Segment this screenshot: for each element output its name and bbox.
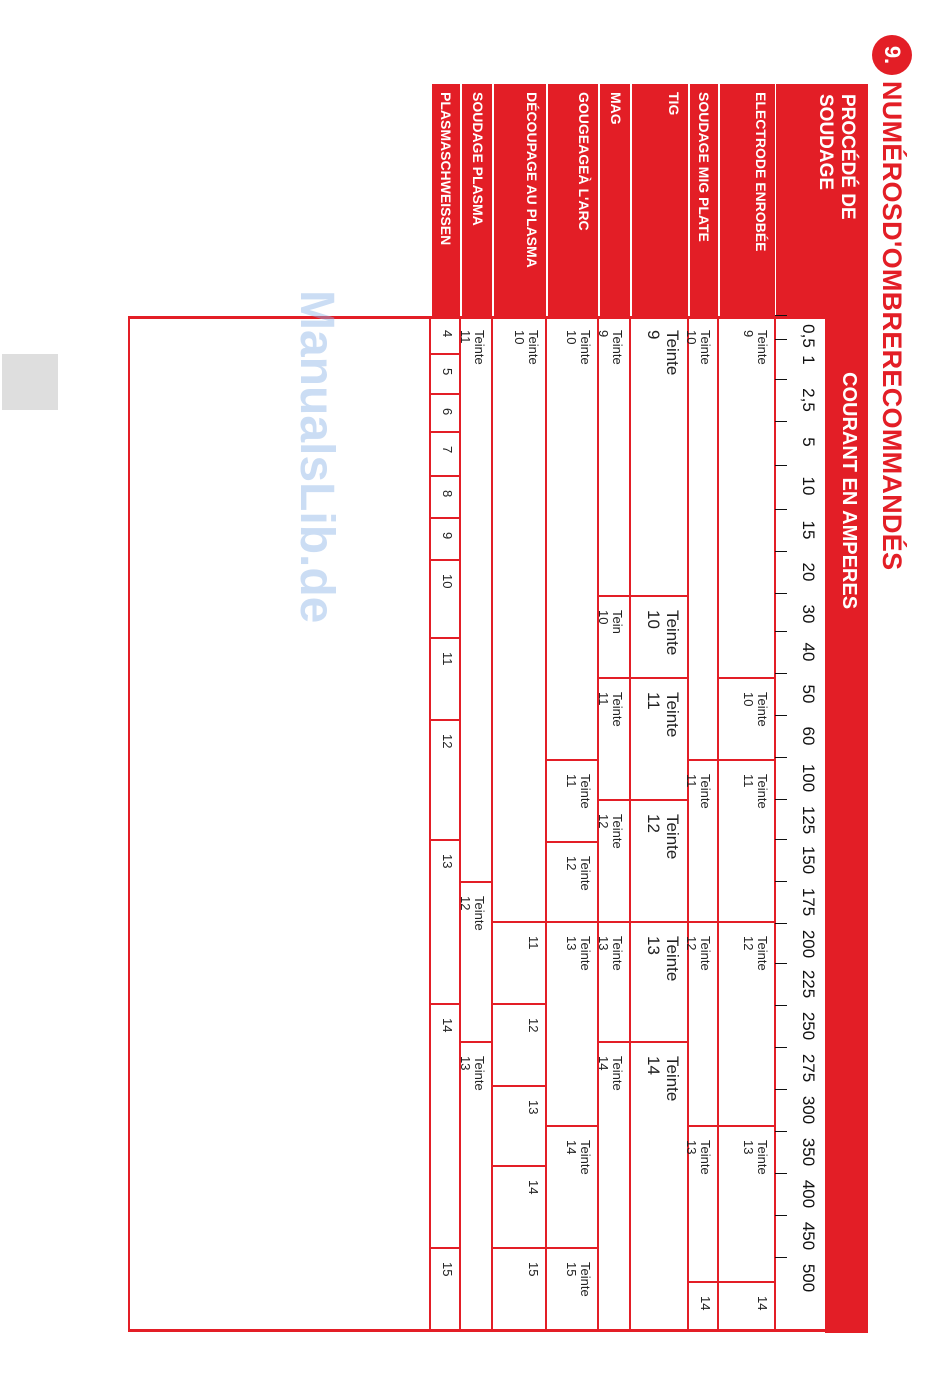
process-label: TIG xyxy=(630,84,688,316)
cell-divider xyxy=(546,1247,598,1249)
shade-cell: 15 xyxy=(440,1262,455,1277)
cell-divider xyxy=(598,677,630,679)
amp-value: 150 xyxy=(799,845,818,875)
amp-tick xyxy=(775,379,787,380)
cell-divider xyxy=(430,719,460,721)
cell-divider xyxy=(688,1281,718,1283)
cell-divider xyxy=(492,921,546,923)
shade-cell: Teinte 14 xyxy=(564,1140,593,1175)
amp-value: 500 xyxy=(799,1263,818,1293)
cell-divider xyxy=(598,1041,630,1043)
shade-cell: 9 xyxy=(440,532,455,540)
shade-cell: Teinte 11 xyxy=(564,774,593,809)
shade-cell: Teinte 10 xyxy=(564,330,593,365)
amp-tick xyxy=(775,631,787,632)
cell-divider xyxy=(718,1125,775,1127)
shade-cell: Teinte 10 xyxy=(644,610,682,656)
amp-tick xyxy=(775,715,787,716)
shade-cell: Teinte 12 xyxy=(458,896,487,931)
shade-cell: 12 xyxy=(440,734,455,749)
cell-divider xyxy=(718,921,775,923)
shade-cell: Tein 10 xyxy=(596,610,625,634)
shade-cell: Teinte 11 xyxy=(596,692,625,727)
cell-divider xyxy=(430,1003,460,1005)
cell-divider xyxy=(430,839,460,841)
amp-value: 225 xyxy=(799,969,818,999)
shade-cell: 14 xyxy=(698,1296,713,1311)
cell-divider xyxy=(430,475,460,477)
amp-tick xyxy=(775,421,787,422)
process-column-header xyxy=(776,84,868,316)
cell-divider xyxy=(492,1003,546,1005)
amp-value: 60 xyxy=(799,726,818,746)
amp-tick xyxy=(775,593,787,594)
shade-cell: 14 xyxy=(526,1180,541,1195)
cell-divider xyxy=(460,1041,492,1043)
shade-cell: 10 xyxy=(440,574,455,589)
cell-divider xyxy=(630,799,688,801)
amps-divider xyxy=(774,316,776,1332)
shade-cell: 13 xyxy=(526,1100,541,1115)
shade-cell: Teinte 10 xyxy=(741,692,770,727)
shade-cell: Teinte 9 xyxy=(644,330,682,376)
amp-tick xyxy=(775,799,787,800)
shade-cell: 15 xyxy=(526,1262,541,1277)
amp-value: 0,5 xyxy=(799,324,818,348)
amp-value: 175 xyxy=(799,887,818,917)
amp-tick xyxy=(775,1215,787,1216)
amp-tick xyxy=(775,1257,787,1258)
amp-value: 10 xyxy=(799,476,818,496)
amp-tick xyxy=(775,1131,787,1132)
amp-value: 125 xyxy=(799,805,818,835)
section-heading xyxy=(870,35,914,570)
amp-value: 20 xyxy=(799,562,818,582)
shade-cell: Teinte 13 xyxy=(596,936,625,971)
process-label: ELECTRODE ENROBÉE xyxy=(718,84,775,316)
cell-divider xyxy=(546,921,598,923)
shade-cell: 8 xyxy=(440,490,455,498)
shade-cell: 7 xyxy=(440,446,455,454)
amp-value: 250 xyxy=(799,1011,818,1041)
amp-tick xyxy=(775,551,787,552)
amp-tick xyxy=(775,315,787,316)
shade-cell: Teinte 14 xyxy=(596,1056,625,1091)
shade-cell: 13 xyxy=(440,854,455,869)
row-divider xyxy=(429,316,431,1332)
cell-divider xyxy=(598,799,630,801)
amp-value: 350 xyxy=(799,1137,818,1167)
amp-tick xyxy=(775,1089,787,1090)
shade-cell: 11 xyxy=(526,936,541,950)
cell-divider xyxy=(430,353,460,355)
shade-cell: Teinte 12 xyxy=(644,814,682,860)
amp-value: 275 xyxy=(799,1053,818,1083)
cell-divider xyxy=(630,1041,688,1043)
amp-value: 300 xyxy=(799,1095,818,1125)
amp-value: 30 xyxy=(799,604,818,624)
shade-cell: Teinte 12 xyxy=(741,936,770,971)
shade-cell: Teinte 13 xyxy=(458,1056,487,1091)
shade-cell: Teinte 13 xyxy=(741,1140,770,1175)
process-label: SOUDAGE PLASMA xyxy=(460,84,492,316)
shade-cell: 11 xyxy=(440,652,455,666)
shade-cell: 4 xyxy=(440,330,455,338)
amp-tick xyxy=(775,839,787,840)
amp-tick xyxy=(775,923,787,924)
amp-value: 2,5 xyxy=(799,388,818,412)
shade-cell: Teinte 11 xyxy=(458,330,487,365)
amp-tick xyxy=(775,1047,787,1048)
cell-divider xyxy=(718,1281,775,1283)
amp-value: 100 xyxy=(799,763,818,793)
shade-cell: 6 xyxy=(440,408,455,416)
shade-cell: Teinte 9 xyxy=(741,330,770,365)
cell-divider xyxy=(546,759,598,761)
cell-divider xyxy=(460,881,492,883)
amp-value: 40 xyxy=(799,642,818,662)
process-label: DÉCOUPAGE AU PLASMA xyxy=(492,84,546,316)
cell-divider xyxy=(546,841,598,843)
shade-cell: Teinte 11 xyxy=(644,692,682,738)
row-divider xyxy=(545,316,547,1332)
process-label: SOUDAGE MIG PLATE xyxy=(688,84,718,316)
amp-value: 450 xyxy=(799,1221,818,1251)
cell-divider xyxy=(688,1125,718,1127)
row-divider xyxy=(717,316,719,1332)
amp-tick xyxy=(775,509,787,510)
amp-tick xyxy=(775,339,787,340)
amp-value: 5 xyxy=(799,437,818,447)
process-label: PLASMASCHWEISSEN xyxy=(430,84,460,316)
section-number-badge: 9. xyxy=(872,35,912,75)
amp-value: 1 xyxy=(799,355,818,365)
cell-divider xyxy=(630,677,688,679)
shade-cell: Teinte 13 xyxy=(644,936,682,982)
row-divider xyxy=(629,316,631,1332)
cell-divider xyxy=(718,677,775,679)
shade-cell: Teinte 11 xyxy=(684,774,713,809)
shade-cell: 5 xyxy=(440,368,455,376)
cell-divider xyxy=(688,759,718,761)
watermark: ManualsLib.de xyxy=(290,290,343,624)
row-divider xyxy=(687,316,689,1332)
cell-divider xyxy=(430,517,460,519)
shade-cell: Teinte 10 xyxy=(684,330,713,365)
row-divider xyxy=(459,316,461,1332)
amp-tick xyxy=(775,963,787,964)
shade-cell: Teinte 13 xyxy=(564,936,593,971)
cell-divider xyxy=(430,559,460,561)
shade-cell: Teinte 12 xyxy=(564,856,593,891)
amps-header-label: COURANT EN AMPERES xyxy=(838,372,860,610)
cell-divider xyxy=(430,637,460,639)
shade-cell: Teinte 14 xyxy=(644,1056,682,1102)
shade-cell: Teinte 10 xyxy=(512,330,541,365)
shade-cell: 14 xyxy=(755,1296,770,1311)
amp-tick xyxy=(775,881,787,882)
cell-divider xyxy=(598,921,630,923)
process-label: GOUGEAGEÀ L'ARC xyxy=(546,84,598,316)
cell-divider xyxy=(688,921,718,923)
section-title: NUMÉROSD'OMBRERECOMMANDÉS xyxy=(877,81,908,571)
amp-value: 50 xyxy=(799,684,818,704)
cell-divider xyxy=(598,595,630,597)
shade-cell: 14 xyxy=(440,1018,455,1033)
amp-value: 15 xyxy=(799,520,818,540)
shade-cell: Teinte 9 xyxy=(596,330,625,365)
process-label: MAG xyxy=(598,84,630,316)
shade-cell: Teinte 12 xyxy=(684,936,713,971)
process-column-header-label: PROCÉDÉ DE SOUDAGE xyxy=(815,94,858,220)
amp-value: 200 xyxy=(799,929,818,959)
row-divider xyxy=(491,316,493,1332)
shade-cell: Teinte 11 xyxy=(741,774,770,809)
amp-tick xyxy=(775,1005,787,1006)
shade-cell: Teinte 12 xyxy=(596,814,625,849)
cells-frame xyxy=(128,316,825,1332)
cell-divider xyxy=(630,595,688,597)
cell-divider xyxy=(492,1165,546,1167)
amp-value: 400 xyxy=(799,1179,818,1209)
amp-tick xyxy=(775,1173,787,1174)
amp-tick xyxy=(775,757,787,758)
cell-divider xyxy=(630,921,688,923)
cell-divider xyxy=(430,393,460,395)
cell-divider xyxy=(546,1125,598,1127)
cell-divider xyxy=(492,1085,546,1087)
shade-cell: Teinte 15 xyxy=(564,1262,593,1297)
shade-cell: Teinte 13 xyxy=(684,1140,713,1175)
side-tab-marker xyxy=(2,354,58,410)
shade-cell: 12 xyxy=(526,1018,541,1033)
cell-divider xyxy=(492,1247,546,1249)
cell-divider xyxy=(718,759,775,761)
cell-divider xyxy=(430,431,460,433)
amp-tick xyxy=(775,465,787,466)
cell-divider xyxy=(430,1247,460,1249)
amps-header-band xyxy=(825,316,868,1333)
amp-tick xyxy=(775,673,787,674)
